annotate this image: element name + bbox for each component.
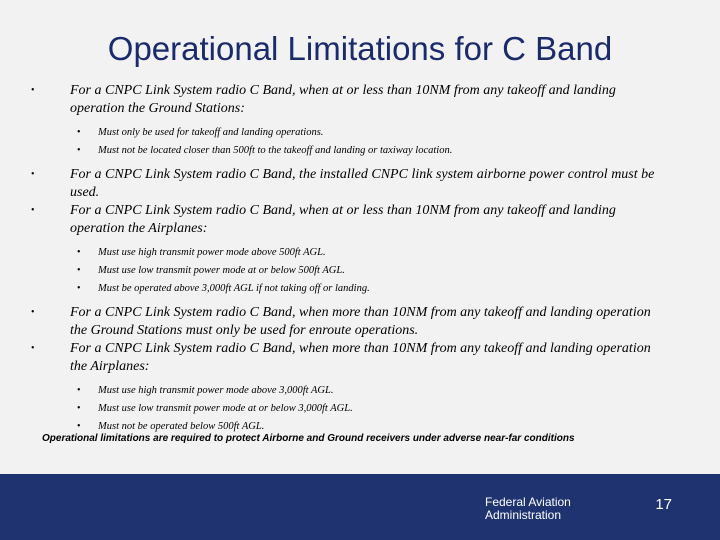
- list-item-3: [28, 202, 668, 298]
- list-item-text: For a CNPC Link System radio C Band, the installed CNPC link system airborne power control must be used.: [70, 167, 655, 200]
- list-item-text: For a CNPC Link System radio C Band, when at or less than 10NM from any takeoff and landing operation the Ground Stations:: [70, 83, 616, 116]
- bullet-icon: •: [31, 307, 35, 318]
- list-item-5: [28, 340, 668, 436]
- page-number: 17: [655, 496, 672, 513]
- list-item-text: For a CNPC Link System radio C Band, when at or less than 10NM from any takeoff and landing operation the Airplanes:: [70, 203, 616, 236]
- sub-item-text: Must use high transmit power mode above 500ft AGL.: [98, 247, 326, 258]
- bullet-icon: •: [77, 385, 81, 396]
- bullet-icon: •: [77, 265, 81, 276]
- sub-item-text: Must not be located closer than 500ft to the takeoff and landing or taxiway location.: [98, 145, 453, 156]
- bullet-icon: •: [77, 145, 81, 156]
- bullet-icon: •: [77, 247, 81, 258]
- list-item-text: For a CNPC Link System radio C Band, when more than 10NM from any takeoff and landing operation the Airplanes:: [70, 341, 651, 374]
- list-item-2: [28, 166, 668, 202]
- agency-name-line2: Administration: [485, 508, 562, 522]
- bullet-icon: •: [77, 127, 81, 138]
- sub-list: [28, 124, 668, 160]
- bullet-icon: •: [31, 343, 35, 354]
- bullet-icon: •: [31, 169, 35, 180]
- bullet-icon: •: [31, 85, 35, 96]
- bullet-icon: •: [77, 421, 81, 432]
- sub-item-text: Must be operated above 3,000ft AGL if not taking off or landing.: [98, 283, 370, 294]
- bullet-icon: •: [77, 283, 81, 294]
- sub-list: [28, 244, 668, 298]
- slide-title: Operational Limitations for C Band: [107, 30, 613, 67]
- sub-item-text: Must use low transmit power mode at or below 500ft AGL.: [98, 265, 345, 276]
- agency-name: [485, 496, 625, 522]
- sub-item-text: Must use high transmit power mode above 3,000ft AGL.: [98, 385, 334, 396]
- sub-item-text: Must use low transmit power mode at or below 3,000ft AGL.: [98, 403, 353, 414]
- footer-bar: [0, 474, 720, 540]
- bullet-list: [28, 82, 668, 442]
- sub-item-text: Must only be used for takeoff and landing operations.: [98, 127, 324, 138]
- footnote: Operational limitations are required to protect Airborne and Ground receivers under adverse near-far conditions: [42, 433, 575, 444]
- sub-list: [28, 382, 668, 436]
- sub-item-text: Must not be operated below 500ft AGL.: [98, 421, 265, 432]
- list-item-1: [28, 82, 668, 160]
- bullet-icon: •: [77, 403, 81, 414]
- list-item-4: [28, 304, 668, 340]
- bullet-icon: •: [31, 205, 35, 216]
- agency-name-line1: Federal Aviation: [485, 495, 571, 509]
- list-item-text: For a CNPC Link System radio C Band, when more than 10NM from any takeoff and landing operation the Ground Stations must only be used for enroute operations.: [70, 305, 651, 338]
